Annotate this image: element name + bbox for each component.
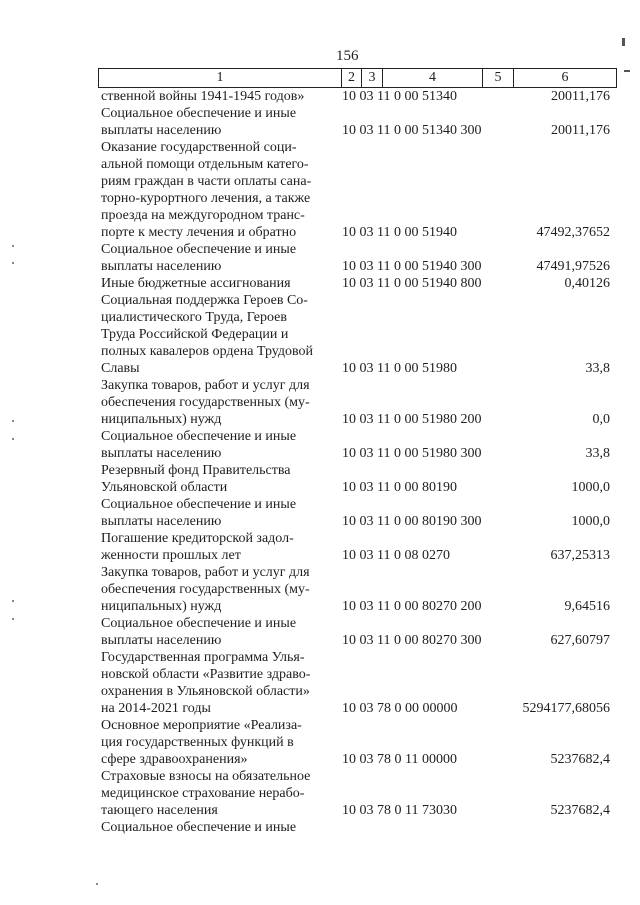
description-line: тающего населения xyxy=(101,803,218,818)
row-amount: 627,60797 xyxy=(550,633,610,648)
description-line: Закупка товаров, работ и услуг для xyxy=(101,378,310,393)
row-code: 10 03 11 0 00 80270 300 xyxy=(342,633,482,648)
scan-dot xyxy=(12,438,14,440)
header-col-5: 5 xyxy=(482,68,514,88)
description-line: Социальное обеспечение и иные xyxy=(101,242,297,257)
table-row xyxy=(0,564,640,615)
page-number: 156 xyxy=(336,48,359,64)
row-code: 10 03 11 0 08 0270 xyxy=(342,548,450,563)
row-amount: 33,8 xyxy=(585,361,610,376)
row-description xyxy=(101,241,337,275)
row-amount: 5294177,68056 xyxy=(522,701,610,716)
description-line: выплаты населению xyxy=(101,259,222,274)
description-line: выплаты населению xyxy=(101,633,222,648)
description-line: Социальное обеспечение и иные xyxy=(101,616,297,631)
table-row xyxy=(0,275,640,292)
description-line: риям граждан в части оплаты сана- xyxy=(101,174,312,189)
description-line: порте к месту лечения и обратно xyxy=(101,225,297,240)
table-row xyxy=(0,88,640,105)
row-description xyxy=(101,139,337,241)
header-col-1: 1 xyxy=(98,68,342,88)
scan-mark xyxy=(622,38,625,46)
row-description xyxy=(101,717,337,768)
row-amount: 0,40126 xyxy=(564,276,610,291)
scan-dot xyxy=(12,618,14,620)
table-row xyxy=(0,819,640,836)
scan-dot xyxy=(12,600,14,602)
description-line: новской области «Развитие здраво- xyxy=(101,667,311,682)
scan-dot xyxy=(12,245,14,247)
table-row xyxy=(0,530,640,564)
description-line: Оказание государственной соци- xyxy=(101,140,297,155)
row-code: 10 03 11 0 00 80190 xyxy=(342,480,457,495)
row-description xyxy=(101,462,337,496)
description-line: Ульяновской области xyxy=(101,480,228,495)
row-amount: 0,0 xyxy=(592,412,610,427)
row-description xyxy=(101,819,337,836)
description-line: Труда Российской Федерации и xyxy=(101,327,289,342)
description-line: проезда на междугородном транс- xyxy=(101,208,305,223)
table-row xyxy=(0,428,640,462)
description-line: Закупка товаров, работ и услуг для xyxy=(101,565,310,580)
row-amount: 47491,97526 xyxy=(536,259,610,274)
row-code: 10 03 11 0 00 80270 200 xyxy=(342,599,482,614)
table-row xyxy=(0,768,640,819)
row-code: 10 03 78 0 11 00000 xyxy=(342,752,457,767)
description-line: медицинское страхование нерабо- xyxy=(101,786,305,801)
row-description xyxy=(101,292,337,377)
scan-dot xyxy=(12,262,14,264)
row-amount: 1000,0 xyxy=(571,514,610,529)
description-line: Социальное обеспечение и иные xyxy=(101,820,297,835)
description-line: Социальное обеспечение и иные xyxy=(101,106,297,121)
row-description xyxy=(101,275,337,292)
table-row xyxy=(0,717,640,768)
row-description xyxy=(101,428,337,462)
header-col-4: 4 xyxy=(382,68,483,88)
description-line: ниципальных) нужд xyxy=(101,412,222,427)
table-row xyxy=(0,377,640,428)
table-row xyxy=(0,292,640,377)
description-line: ция государственных функций в xyxy=(101,735,294,750)
row-code: 10 03 78 0 00 00000 xyxy=(342,701,458,716)
row-description xyxy=(101,530,337,564)
description-line: выплаты населению xyxy=(101,446,222,461)
description-line: полных кавалеров ордена Трудовой xyxy=(101,344,314,359)
row-code: 10 03 11 0 00 51980 300 xyxy=(342,446,482,461)
table-row xyxy=(0,241,640,275)
description-line: альной помощи отдельным катего- xyxy=(101,157,309,172)
row-description xyxy=(101,88,337,105)
row-description xyxy=(101,768,337,819)
row-description xyxy=(101,377,337,428)
description-line: обеспечения государственных (му- xyxy=(101,582,310,597)
row-code: 10 03 11 0 00 51940 xyxy=(342,225,457,240)
description-line: ственной войны 1941-1945 годов» xyxy=(101,89,305,104)
row-description xyxy=(101,615,337,649)
header-col-3: 3 xyxy=(361,68,383,88)
description-line: Славы xyxy=(101,361,140,376)
table-row xyxy=(0,649,640,717)
description-line: торно-курортного лечения, а также xyxy=(101,191,311,206)
description-line: обеспечения государственных (му- xyxy=(101,395,310,410)
scan-dot xyxy=(12,420,14,422)
description-line: Основное мероприятие «Реализа- xyxy=(101,718,302,733)
row-amount: 33,8 xyxy=(585,446,610,461)
description-line: Погашение кредиторской задол- xyxy=(101,531,294,546)
row-amount: 20011,176 xyxy=(551,89,610,104)
row-amount: 637,25313 xyxy=(550,548,610,563)
row-code: 10 03 11 0 00 51340 xyxy=(342,89,457,104)
row-code: 10 03 78 0 11 73030 xyxy=(342,803,457,818)
row-description xyxy=(101,649,337,717)
description-line: Государственная программа Улья- xyxy=(101,650,305,665)
row-description xyxy=(101,105,337,139)
table-row xyxy=(0,462,640,496)
description-line: сфере здравоохранения» xyxy=(101,752,248,767)
table-row xyxy=(0,615,640,649)
header-col-2: 2 xyxy=(341,68,362,88)
description-line: женности прошлых лет xyxy=(101,548,241,563)
row-amount: 9,64516 xyxy=(564,599,610,614)
description-line: Страховые взносы на обязательное xyxy=(101,769,311,784)
header-col-6: 6 xyxy=(513,68,617,88)
row-amount: 5237682,4 xyxy=(550,803,610,818)
scan-mark xyxy=(624,70,630,72)
description-line: охранения в Ульяновской области» xyxy=(101,684,310,699)
row-code: 10 03 11 0 00 80190 300 xyxy=(342,514,482,529)
row-amount: 5237682,4 xyxy=(550,752,610,767)
description-line: Иные бюджетные ассигнования xyxy=(101,276,291,291)
description-line: циалистического Труда, Героев xyxy=(101,310,287,325)
row-description xyxy=(101,564,337,615)
table-row xyxy=(0,496,640,530)
description-line: на 2014-2021 годы xyxy=(101,701,211,716)
row-amount: 20011,176 xyxy=(551,123,610,138)
description-line: Социальное обеспечение и иные xyxy=(101,429,297,444)
row-code: 10 03 11 0 00 51980 xyxy=(342,361,457,376)
table-row xyxy=(0,139,640,241)
row-code: 10 03 11 0 00 51940 800 xyxy=(342,276,482,291)
row-description xyxy=(101,496,337,530)
row-code: 10 03 11 0 00 51940 300 xyxy=(342,259,482,274)
description-line: выплаты населению xyxy=(101,123,222,138)
row-amount: 47492,37652 xyxy=(536,225,610,240)
scan-dot xyxy=(96,883,98,885)
table-row xyxy=(0,105,640,139)
row-amount: 1000,0 xyxy=(571,480,610,495)
description-line: выплаты населению xyxy=(101,514,222,529)
row-code: 10 03 11 0 00 51340 300 xyxy=(342,123,482,138)
row-code: 10 03 11 0 00 51980 200 xyxy=(342,412,482,427)
description-line: Социальное обеспечение и иные xyxy=(101,497,297,512)
description-line: ниципальных) нужд xyxy=(101,599,222,614)
description-line: Резервный фонд Правительства xyxy=(101,463,291,478)
description-line: Социальная поддержка Героев Со- xyxy=(101,293,308,308)
